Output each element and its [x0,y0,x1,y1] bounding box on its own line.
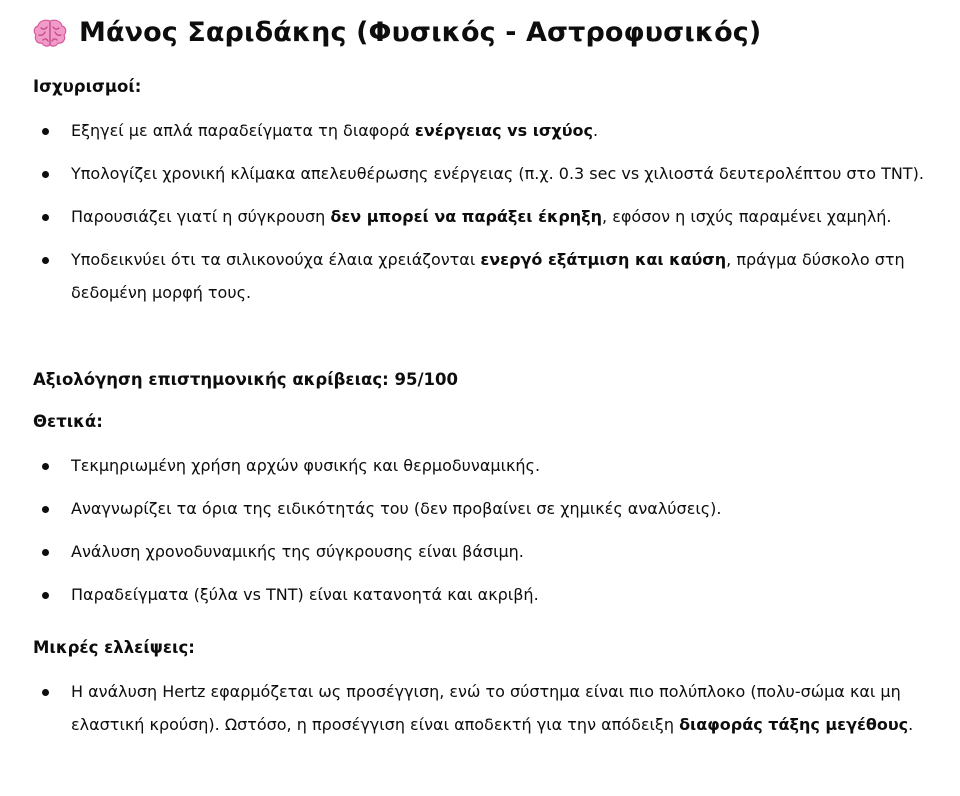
item-text: Παρουσιάζει γιατί η σύγκρουση [71,207,331,226]
positives-list [33,449,946,621]
list-item [33,675,946,741]
page-title [33,0,942,50]
list-item [33,449,946,482]
strengths-list [33,114,946,319]
emphasis-text: ενεργό εξάτμιση και καύση [480,250,727,269]
emphasis-text: διαφοράς τάξης μεγέθους [679,715,909,734]
brain-icon [33,18,67,48]
weaknesses-list [33,675,946,741]
bullet-icon [42,506,49,513]
emphasis-text: ενέργειας vs ισχύος [414,121,593,140]
item-text: Η ανάλυση Hertz εφαρμόζεται ως προσέγγιση, ενώ το σύστημα είναι πιο πολύπλοκο (πολυ-σώμα και μη ελαστική κρούση). Ωστόσο, η προσέγγιση είναι αποδεκτή για την απόδειξη [71,682,901,734]
list-item [33,492,946,525]
bullet-icon [42,592,49,599]
item-text: , πράγμα δύσκολο στη δεδομένη μορφή τους. [71,250,905,302]
strengths-heading: Ισχυρισμοί: [33,77,142,96]
item-text: . [908,715,914,734]
item-text: Ανάλυση χρονοδυναμικής της σύγκρουσης είναι βάσιμη. [71,542,524,561]
item-text: Αναγνωρίζει τα όρια της ειδικότητάς του (δεν προβαίνει σε χημικές αναλύσεις). [71,499,722,518]
item-text: Υποδεικνύει ότι τα σιλικονούχα έλαια χρειάζονται [71,250,481,269]
bullet-icon [42,463,49,470]
bullet-icon [42,214,49,221]
bullet-icon [42,128,49,135]
list-item [33,535,946,568]
bullet-icon [42,689,49,696]
accuracy-score: Αξιολόγηση επιστημονικής ακρίβειας: 95/100 [33,370,458,389]
bullet-icon [42,171,49,178]
item-text: Εξηγεί με απλά παραδείγματα τη διαφορά [71,121,415,140]
list-item [33,200,946,233]
item-text: . [593,121,599,140]
list-item [33,243,946,309]
bullet-icon [42,257,49,264]
list-item [33,157,946,190]
bullet-icon [42,549,49,556]
item-text: Τεκμηριωμένη χρήση αρχών φυσικής και θερμοδυναμικής. [71,456,541,475]
list-item [33,578,946,611]
item-text: Παραδείγματα (ξύλα vs TNT) είναι κατανοητά και ακριβή. [71,585,539,604]
positives-heading: Θετικά: [33,412,103,431]
emphasis-text: δεν μπορεί να παράξει έκρηξη [330,207,603,226]
item-text: Υπολογίζει χρονική κλίμακα απελευθέρωσης ενέργειας (π.χ. 0.3 sec vs χιλιοστά δευτερολέπτου στο TNT). [71,164,924,183]
page-title-text: Μάνος Σαριδάκης (Φυσικός - Αστροφυσικός) [79,17,762,48]
item-text: , εφόσον η ισχύς παραμένει χαμηλή. [602,207,892,226]
weaknesses-heading: Μικρές ελλείψεις: [33,638,195,657]
list-item [33,114,946,147]
